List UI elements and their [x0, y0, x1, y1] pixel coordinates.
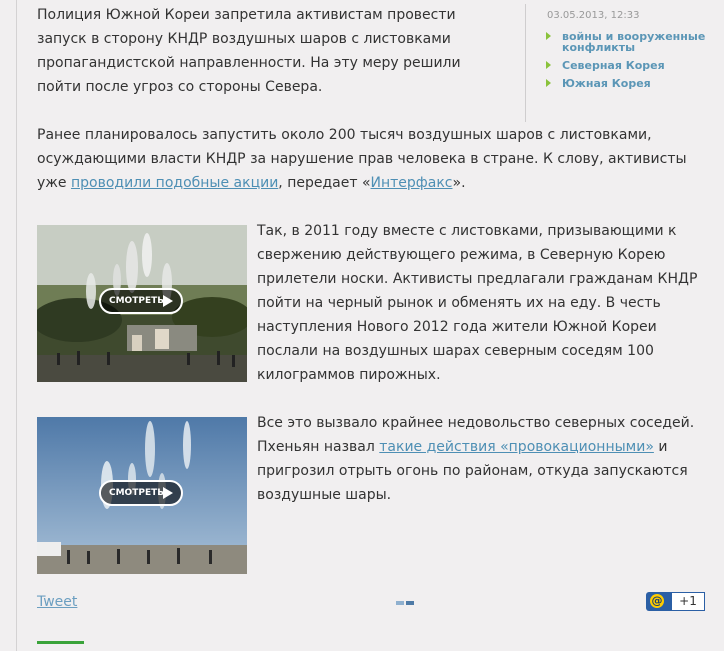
article-text: и пригрозил отрыть огонь по районам, откуда запускаются воздушные шары. [257, 439, 688, 503]
bullet-icon [546, 79, 551, 87]
article-text: ». [452, 175, 466, 191]
article-text: , передает « [278, 175, 371, 191]
tag-label: Северная Корея [562, 59, 665, 72]
article-paragraph-3: Так, в 2011 году вместе с листовками, призывающими к свержению действующего режима, в Северную Корею прилетели носки. Активисты предлагали гражданам КНДР пойти на черный рынок и обменять их на еду. В честь наступления Нового 2012 года жители Южной Кореи послали на воздушных шарах северным соседям 100 килограммов пирожных. [257, 223, 698, 383]
plus-one-button[interactable] [646, 592, 704, 611]
watch-button[interactable] [99, 480, 183, 506]
watch-label: СМОТРЕТЬ [109, 488, 165, 498]
indicator-dot [396, 601, 404, 605]
plus-one-badge [646, 592, 672, 611]
tag-south-korea[interactable] [546, 78, 706, 89]
tag-list [546, 31, 706, 96]
play-icon [163, 487, 173, 499]
share-loading-indicator [396, 601, 416, 620]
article-text: Ранее планировалось запустить около 200 тысяч воздушных шаров с листовками, осуждающими власти КНДР за нарушение прав человека в стране. К слову, активисты уже [37, 127, 687, 191]
content-divider [16, 0, 17, 651]
at-sign-icon: @ [651, 594, 663, 607]
article-paragraph-4 [257, 411, 707, 507]
plus-one-count: +1 [672, 592, 705, 611]
tweet-button[interactable]: Tweet [37, 594, 78, 610]
video-thumbnail-1[interactable] [37, 225, 247, 382]
video-thumbnail-2[interactable] [37, 417, 247, 574]
interfax-link[interactable]: Интерфакс [370, 175, 453, 191]
tag-label: войны и вооруженные конфликты [562, 30, 706, 54]
similar-actions-link[interactable]: проводили подобные акции [70, 175, 279, 191]
article-text: Все это вызвало крайнее недовольство северных соседей. Пхеньян назвал [257, 415, 695, 455]
tag-north-korea[interactable] [546, 60, 706, 71]
article-paragraph-1: Полиция Южной Кореи запретила активистам провести запуск в сторону КНДР воздушных шаров с листовками пропагандистской направленности. На эту меру решили пойти после угроз со стороны Севера. [37, 7, 461, 95]
indicator-dot [406, 601, 414, 605]
article-paragraph-2 [37, 123, 707, 195]
tag-wars-conflicts[interactable] [546, 31, 706, 53]
play-icon [163, 295, 173, 307]
bullet-icon [546, 32, 551, 40]
provocative-actions-link[interactable]: такие действия «провокационными» [379, 439, 654, 455]
publish-date: 03.05.2013, 12:33 [547, 10, 640, 21]
tag-label: Южная Корея [562, 77, 651, 90]
bullet-icon [546, 61, 551, 69]
article-sidebar [525, 4, 716, 122]
watch-button[interactable] [99, 288, 183, 314]
watch-label: СМОТРЕТЬ [109, 296, 165, 306]
section-accent-bar [37, 641, 84, 644]
